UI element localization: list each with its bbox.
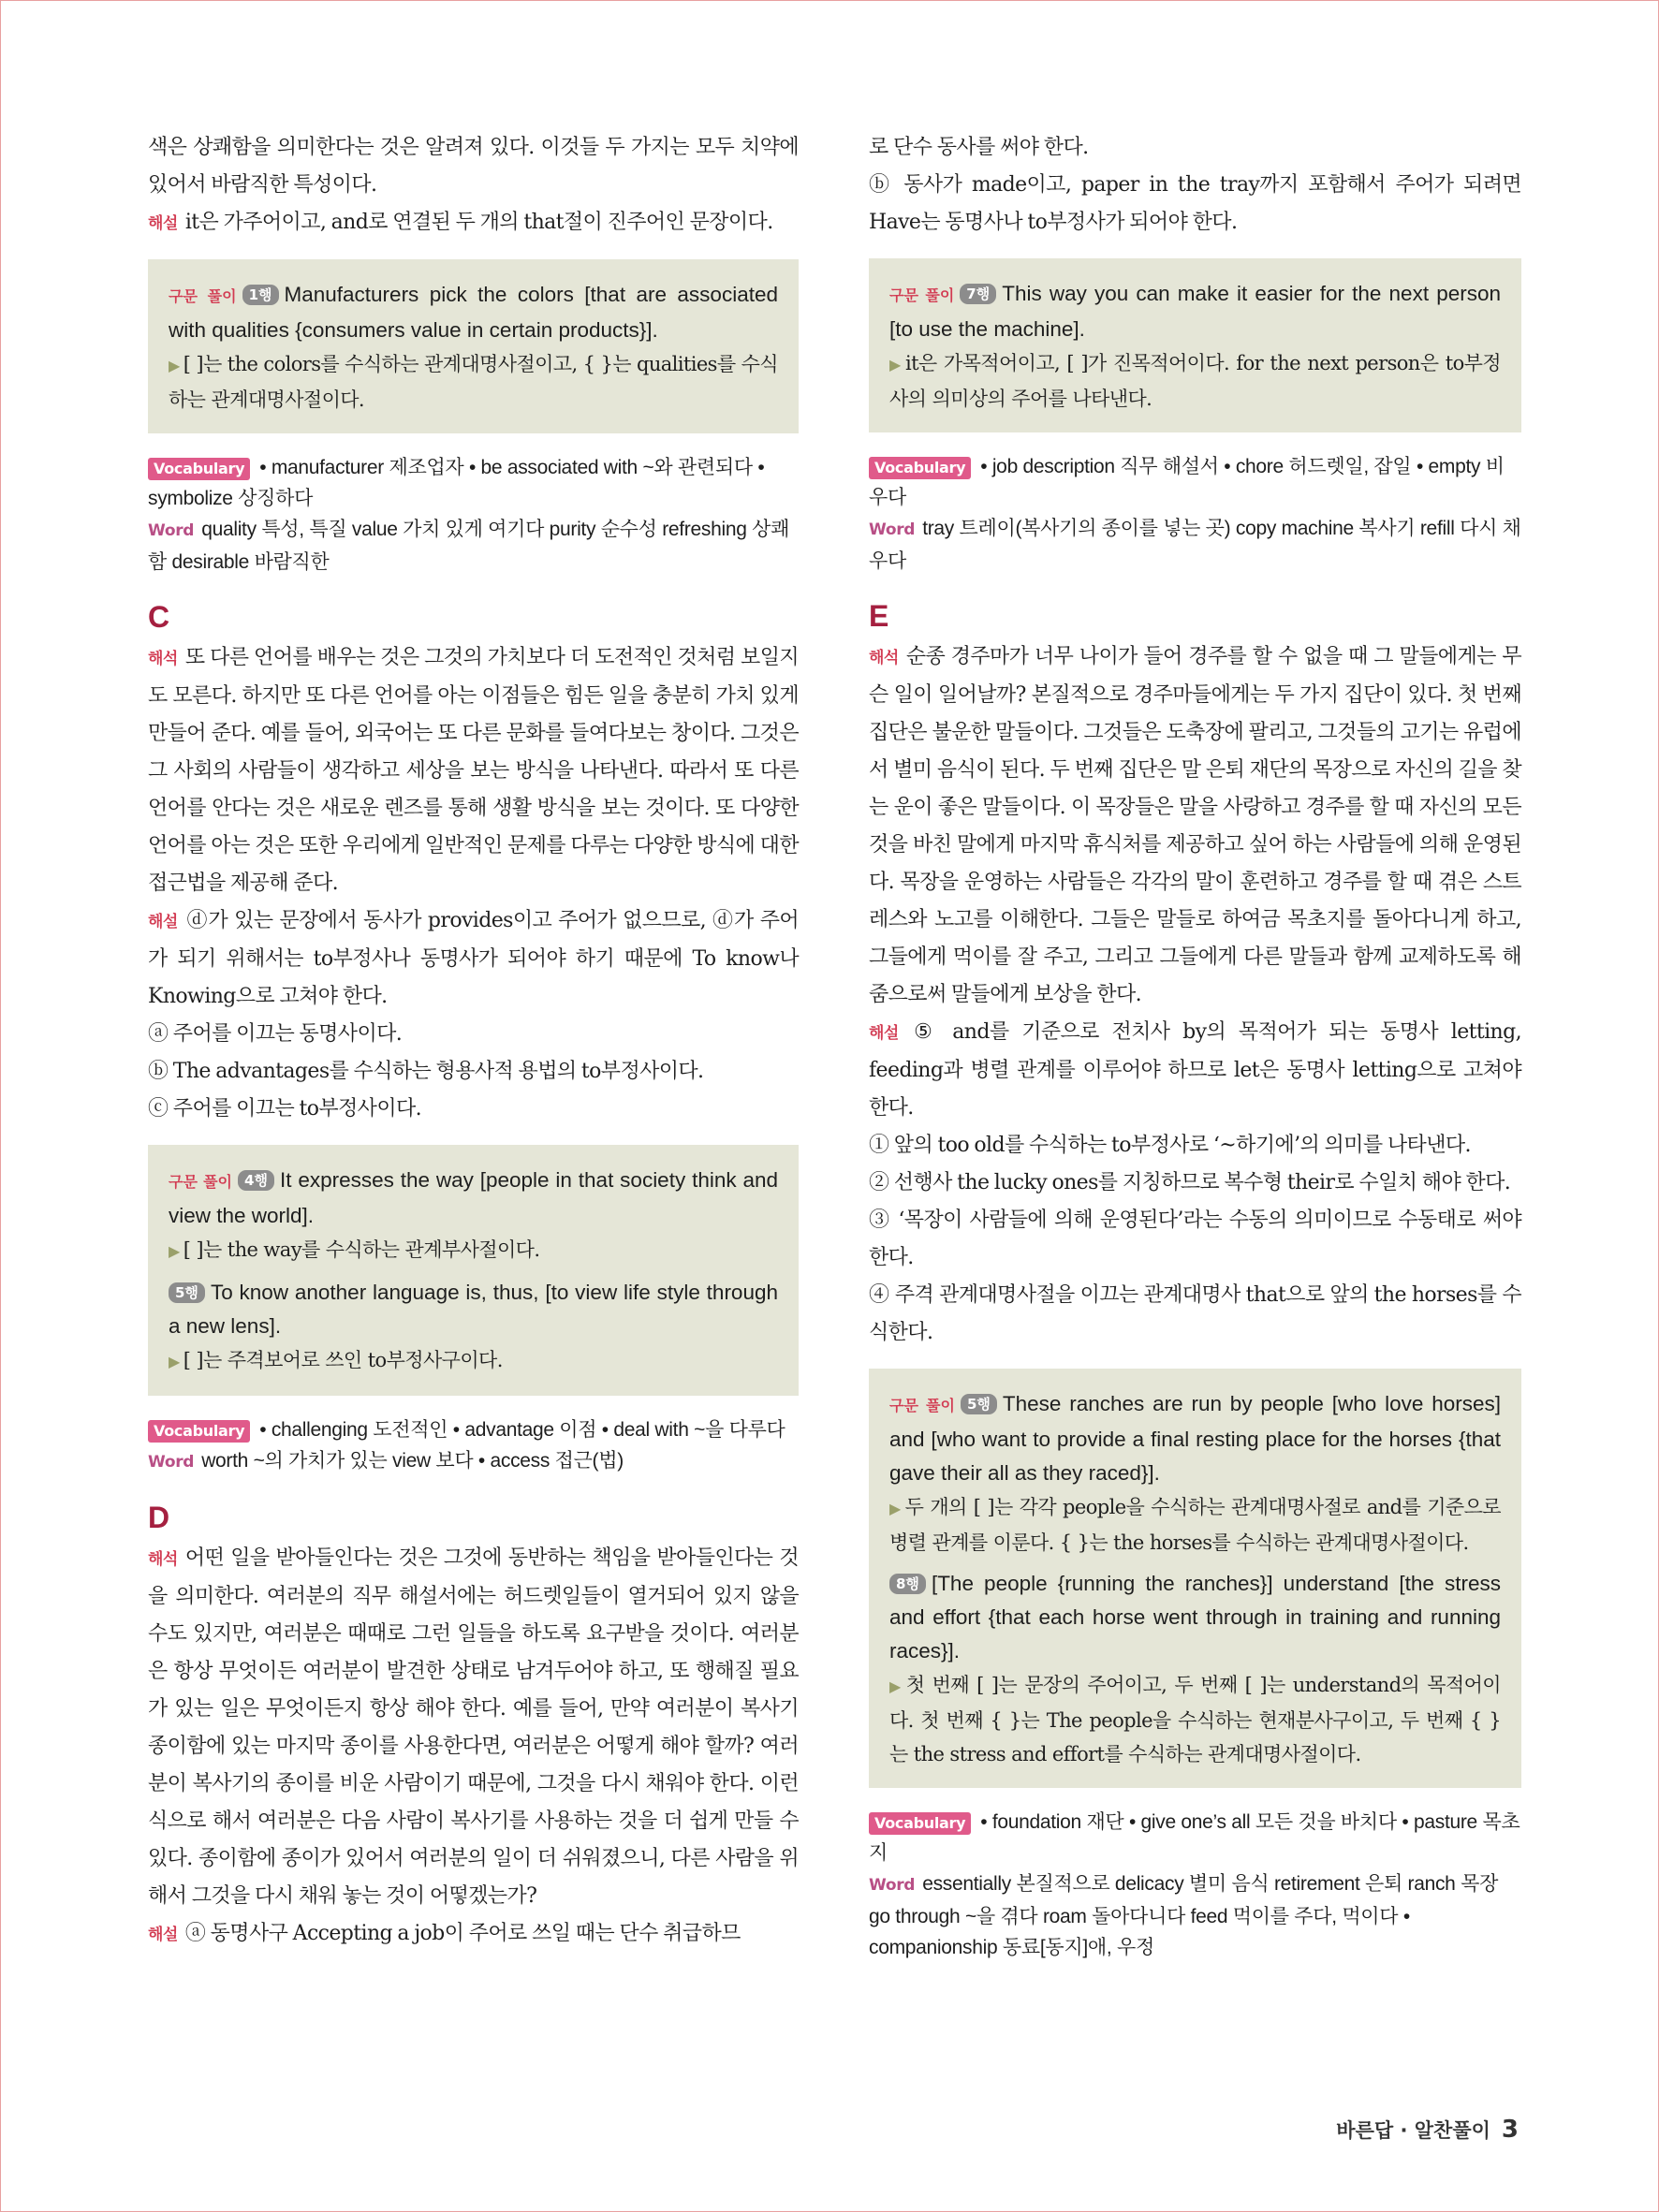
syntax-en: [The people {running the ranches}] understand [the stress and effort {that each horse went through in training and running races}]. — [889, 1572, 1501, 1663]
vocabulary-badge: Vocabulary — [869, 457, 971, 479]
word-line — [869, 1868, 1521, 1963]
syntax-label: 구문 풀이 — [169, 287, 237, 305]
word-line — [148, 1445, 799, 1478]
syntax-en: It expresses the way [people in that society think and view the world]. — [169, 1168, 778, 1227]
syntax-ko: 첫 번째 [ ]는 문장의 주어이고, 두 번째 [ ]는 understand의 목적어이다. 첫 번째 { }는 The people을 수식하는 현재분사구이고, 두 번째 { }는 the stress and effort를 수식하는 관계대명사절이다. — [889, 1674, 1501, 1765]
syntax-ko: [ ]는 주격보어로 쓰인 to부정사구이다. — [183, 1349, 503, 1371]
vocabulary-text: • job description 직무 해설서 • chore 허드렛일, 잡일 • empty 비우다 — [869, 456, 1505, 508]
vocabulary-line — [148, 1414, 799, 1445]
syntax-ko: it은 가목적어이고, [ ]가 진목적어이다. for the next person은 to부정사의 의미상의 주어를 나타낸다. — [889, 352, 1501, 410]
syntax-note — [889, 346, 1501, 416]
line-number-badge: 4행 — [238, 1170, 274, 1191]
triangle-icon: ▶ — [169, 1242, 180, 1260]
haeseok-tag: 해석 — [148, 650, 178, 668]
word-text: tray 트레이(복사기의 종이를 넣는 곳) copy machine 복사기 refill 다시 채우다 — [869, 518, 1521, 572]
page-footer — [1336, 2116, 1519, 2144]
syntax-en: This way you can make it easier for the next person [to use the machine]. — [889, 282, 1501, 341]
triangle-icon: ▶ — [889, 1677, 903, 1695]
syntax-sentence — [889, 1567, 1501, 1668]
syntax-en: To know another language is, thus, [to view life style through a new lens]. — [169, 1281, 778, 1338]
syntax-sentence — [889, 277, 1501, 346]
section-heading-e: E — [869, 599, 889, 633]
word-badge: Word — [869, 520, 916, 539]
syntax-sentence — [169, 1164, 778, 1233]
haeseol-tag: 해설 — [148, 1926, 178, 1944]
syntax-note — [169, 1343, 778, 1379]
word-text: essentially 본질적으로 delicacy 별미 음식 retirement 은퇴 ranch 목장 go through ~을 겪다 roam 돌아다니다 feed 먹이를 주다, 먹이다 • companionship 동료[동지]애, 우정 — [869, 1873, 1499, 1958]
vocabulary-badge: Vocabulary — [869, 1812, 971, 1835]
option-b: ⓑ The advantages를 수식하는 형용사적 용법의 to부정사이다. — [148, 1060, 704, 1083]
vocabulary-badge: Vocabulary — [148, 1420, 250, 1443]
section-heading-c: C — [148, 600, 170, 634]
triangle-icon: ▶ — [169, 1353, 180, 1370]
option-3: ③ ‘목장이 사람들에 의해 운영된다’라는 수동의 의미이므로 수동태로 써야 한다. — [869, 1209, 1521, 1269]
word-line — [869, 513, 1521, 577]
line-number-badge: 8행 — [889, 1574, 926, 1594]
vocabulary-text: • foundation 재단 • give one’s all 모든 것을 바치다 • pasture 목초지 — [869, 1811, 1520, 1864]
word-badge: Word — [148, 1453, 195, 1472]
explanation-line — [148, 204, 799, 242]
triangle-icon: ▶ — [889, 356, 902, 374]
right-column — [869, 129, 1521, 1963]
vocabulary-line — [869, 451, 1521, 513]
syntax-sentence — [169, 278, 778, 347]
syntax-ko: 두 개의 [ ]는 각각 people을 수식하는 관계대명사절로 and를 기준으로 병렬 관계를 이룬다. { }는 the horses를 수식하는 관계대명사절이다. — [889, 1496, 1501, 1554]
syntax-note — [889, 1490, 1501, 1560]
vocabulary-badge: Vocabulary — [148, 458, 250, 480]
syntax-note — [169, 347, 778, 417]
syntax-label: 구문 풀이 — [169, 1173, 233, 1191]
line-number-badge: 5행 — [169, 1282, 205, 1303]
vocabulary-line — [148, 452, 799, 514]
syntax-box — [869, 1369, 1521, 1788]
word-line — [148, 514, 799, 578]
translation-text: 또 다른 언어를 배우는 것은 그것의 가치보다 더 도전적인 것처럼 보일지도 모른다. 하지만 또 다른 언어를 아는 이점들은 힘든 일을 충분히 가치 있게 만들어 준다. 예를 들어, 외국어는 또 다른 문화를 들여다보는 창이다. 그것은 그 사회의 사람들이 생각하고 세상을 보는 방식을 나타낸다. 따라서 또 다른 언어를 안다는 것은 새로운 렌즈를 통해 생활 방식을 보는 것이다. 또 다양한 언어를 아는 것은 또한 우리에게 일반적인 문제를 다루는 다양한 방식에 대한 접근법을 제공해 준다. — [148, 646, 799, 895]
haeseok-tag: 해석 — [869, 649, 899, 667]
explanation-text: ⓐ 동명사구 Accepting a job이 주어로 쓰일 때는 단수 취급하므 — [184, 1922, 741, 1945]
word-text: worth ~의 가치가 있는 view 보다 • access 접근(법) — [201, 1450, 624, 1472]
line-number-badge: 5행 — [961, 1394, 997, 1414]
syntax-note — [889, 1668, 1501, 1771]
paragraph: ⓑ 동사가 made이고, paper in the tray까지 포함해서 주어가 되려면 Have는 동명사나 to부정사가 되어야 한다. — [869, 173, 1521, 234]
word-badge: Word — [148, 521, 195, 540]
syntax-en: These ranches are run by people [who love horses] and [who want to provide a final resting place for the horses {that gave their all as they raced}]. — [889, 1392, 1501, 1485]
syntax-note — [169, 1233, 778, 1268]
vocabulary-line — [869, 1807, 1521, 1868]
vocabulary-text: • challenging 도전적인 • advantage 이점 • deal with ~을 다루다 — [259, 1419, 785, 1441]
option-2: ② 선행사 the lucky ones를 지칭하므로 복수형 their로 수일치 해야 한다. — [869, 1171, 1511, 1194]
syntax-sentence — [169, 1276, 778, 1343]
translation-text: 순종 경주마가 너무 나이가 들어 경주를 할 수 없을 때 그 말들에게는 무슨 일이 일어날까? 본질적으로 경주마들에게는 두 가지 집단이 있다. 첫 번째 집단은 불운한 말들이다. 그것들은 도축장에 팔리고, 그것들의 고기는 유럽에서 별미 음식이 된다. 두 번째 집단은 말 은퇴 재단의 목장으로 자신의 길을 찾는 운이 좋은 말들이다. 이 목장들은 말을 사랑하고 경주를 할 때 자신의 모든 것을 바친 말에게 마지막 휴식처를 제공하고 싶어 하는 사람들에 의해 운영된다. 목장을 운영하는 사람들은 각각의 말이 훈련하고 경주를 할 때 겪은 스트레스와 노고를 이해한다. 그들은 말들로 하여금 목초지를 돌아다니게 하고, 그들에게 먹이를 잘 주고, 그리고 그들에게 다른 말들과 함께 교제하도록 해 줌으로써 말들에게 보상을 한다. — [869, 645, 1521, 1006]
explanation-paragraph — [148, 902, 799, 1016]
haeseol-tag: 해설 — [148, 913, 178, 931]
option-c: ⓒ 주어를 이끄는 to부정사이다. — [148, 1097, 422, 1121]
syntax-label: 구문 풀이 — [889, 286, 955, 304]
translation-paragraph — [869, 638, 1521, 1014]
line-number-badge: 1행 — [242, 285, 279, 305]
explanation-text: ⑤ and를 기준으로 전치사 by의 목적어가 되는 동명사 letting, feeding과 병렬 관계를 이루어야 하므로 let은 동명사 letting으로 고쳐야 한다. — [869, 1020, 1521, 1120]
syntax-ko: [ ]는 the colors를 수식하는 관계대명사절이고, { }는 qualities를 수식하는 관계대명사절이다. — [169, 353, 778, 411]
explanation-text: it은 가주어이고, and로 연결된 두 개의 that절이 진주어인 문장이다. — [184, 211, 773, 234]
triangle-icon: ▶ — [169, 357, 180, 374]
explanation-paragraph — [869, 1014, 1521, 1127]
syntax-sentence — [889, 1387, 1501, 1490]
page-number: 3 — [1501, 2116, 1519, 2144]
translation-text: 어떤 일을 받아들인다는 것은 그것에 동반하는 책임을 받아들인다는 것을 의미한다. 여러분의 직무 해설서에는 허드렛일들이 열거되어 있지 않을 수도 있지만, 여러분은 때때로 그런 일들을 하도록 요구받을 것이다. 여러분은 항상 무엇이든 여러분이 발견한 상태로 남겨두어야 하고, 또 행해질 필요가 있는 일은 무엇이든지 항상 해야 한다. 예를 들어, 만약 여러분이 복사기 종이함에 있는 마지막 종이를 사용한다면, 여러분은 어떻게 해야 할까? 여러분이 복사기의 종이를 비운 사람이기 때문에, 그것을 다시 채워야 한다. 이런 식으로 해서 여러분은 다음 사람이 복사기를 사용하는 것을 더 쉽게 만들 수 있다. 종이함에 종이가 있어서 여러분의 일이 더 쉬워졌으니, 다른 사람을 위해서 그것을 다시 채워 놓는 것이 어떻겠는가? — [148, 1546, 799, 1908]
word-text: quality 특성, 특질 value 가치 있게 여기다 purity 순수성 refreshing 상쾌함 desirable 바람직한 — [148, 519, 790, 573]
haeseol-tag: 해설 — [869, 1024, 899, 1043]
syntax-box — [148, 1145, 799, 1396]
line-number-badge: 7행 — [960, 284, 996, 304]
syntax-ko: [ ]는 the way를 수식하는 관계부사절이다. — [183, 1238, 540, 1261]
option-1: ① 앞의 too old를 수식하는 to부정사로 ‘~하기에’의 의미를 나타낸다. — [869, 1134, 1471, 1157]
explanation-paragraph — [148, 1915, 799, 1954]
word-badge: Word — [869, 1876, 916, 1895]
explanation-text: ⓓ가 있는 문장에서 동사가 provides이고 주어가 없으므로, ⓓ가 주어가 되기 위해서는 to부정사나 동명사가 되어야 하기 때문에 To know나 Knowing으로 고쳐야 한다. — [148, 909, 799, 1008]
footer-label: 바른답 · 알찬풀이 — [1336, 2119, 1490, 2142]
paragraph: 로 단수 동사를 써야 한다. — [869, 136, 1089, 159]
haeseok-tag: 해석 — [148, 1550, 178, 1569]
syntax-en: Manufacturers pick the colors [that are associated with qualities {consumers value in certain products}]. — [169, 283, 778, 342]
haeseol-tag: 해설 — [148, 214, 178, 233]
syntax-box — [148, 259, 799, 433]
translation-paragraph — [148, 1540, 799, 1915]
option-a: ⓐ 주어를 이끄는 동명사이다. — [148, 1022, 403, 1046]
paragraph: 색은 상쾌함을 의미한다는 것은 알려져 있다. 이것들 두 가지는 모두 치약에 있어서 바람직한 특성이다. — [148, 136, 799, 197]
vocabulary-text: • manufacturer 제조업자 • be associated with ~와 관련되다 • symbolize 상징하다 — [148, 457, 765, 509]
syntax-box — [869, 258, 1521, 432]
triangle-icon: ▶ — [889, 1500, 902, 1517]
left-column — [148, 129, 799, 1954]
translation-paragraph — [148, 639, 799, 902]
section-heading-d: D — [148, 1501, 170, 1534]
syntax-label: 구문 풀이 — [889, 1397, 955, 1414]
option-4: ④ 주격 관계대명사절을 이끄는 관계대명사 that으로 앞의 the horses를 수식한다. — [869, 1283, 1521, 1344]
